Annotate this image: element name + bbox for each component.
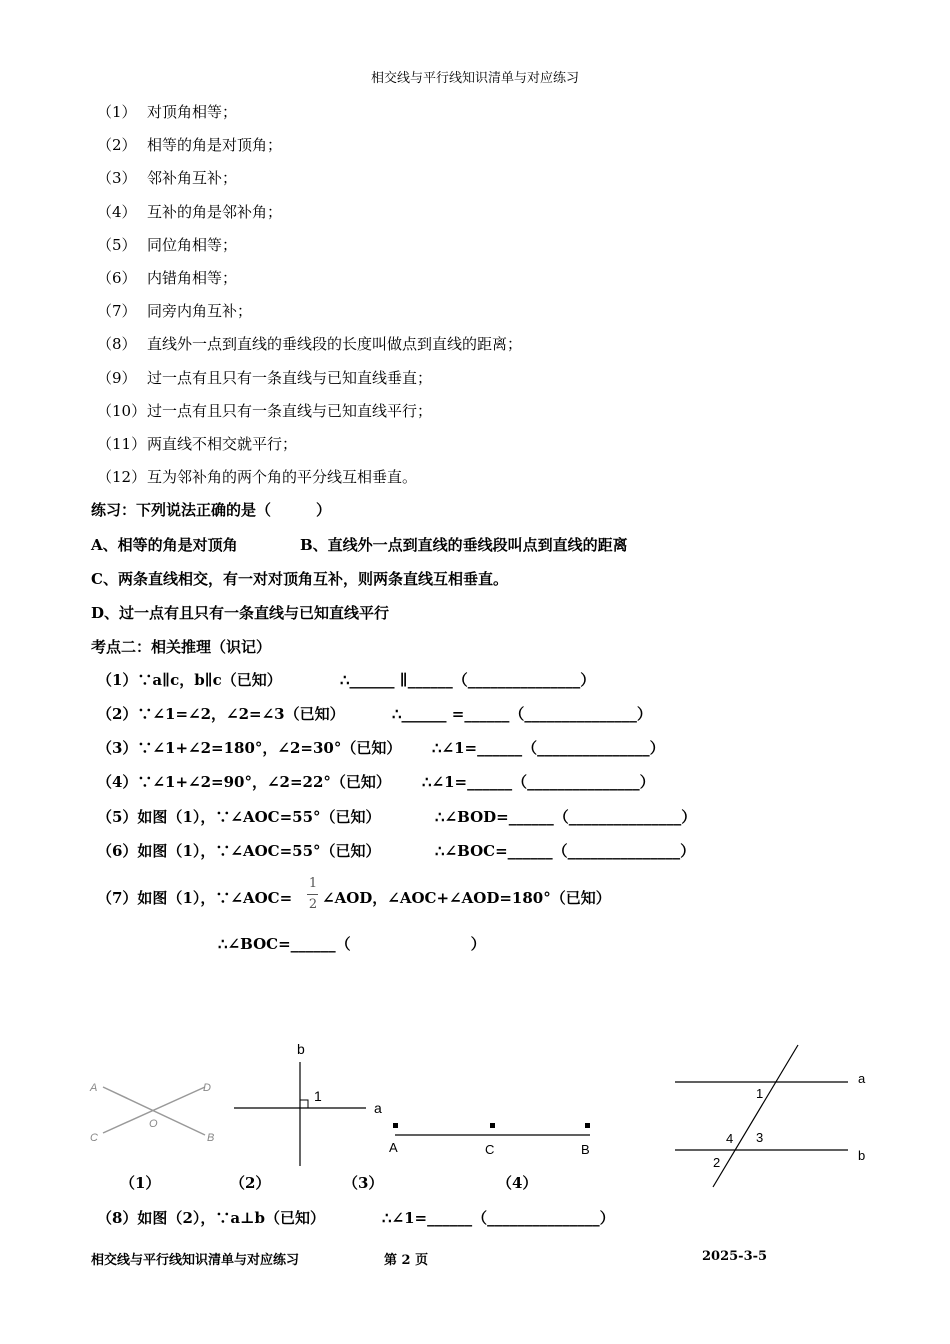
page-header-title: 相交线与平行线知识清单与对应练习 bbox=[370, 71, 579, 86]
reasoning-5-premise: （5）如图（1），∵∠AOC=55°（已知） bbox=[97, 808, 381, 826]
right-angle-mark bbox=[300, 1100, 308, 1108]
reasoning-5-conclusion: ∴∠BOD=______（_______________） bbox=[435, 808, 697, 826]
reasoning-1-premise: （1）∵a∥c，b∥c（已知） bbox=[97, 671, 282, 689]
statement-number: （3） bbox=[97, 169, 137, 187]
fraction-denominator: 2 bbox=[308, 897, 318, 912]
statement-text: 互为邻补角的两个角的平分线互相垂直。 bbox=[147, 468, 418, 486]
figure-4-caption: （4） bbox=[497, 1174, 538, 1192]
figure-2-caption: （2） bbox=[230, 1174, 271, 1192]
reasoning-6-conclusion: ∴∠BOC=______（_______________） bbox=[435, 842, 696, 860]
statement-text: 内错角相等； bbox=[147, 269, 238, 287]
statement-text: 对顶角相等； bbox=[147, 103, 238, 121]
statement-12 bbox=[97, 466, 417, 487]
statement-text: 同旁内角互补； bbox=[147, 302, 253, 320]
reasoning-2-premise: （2）∵∠1=∠2，∠2=∠3（已知） bbox=[97, 705, 345, 723]
reasoning-7-conclusion: ∴∠BOC=______（ ） bbox=[218, 935, 486, 953]
label-a: a bbox=[858, 1071, 866, 1086]
statement-text: 直线外一点到直线的垂线段的长度叫做点到直线的距离； bbox=[147, 335, 523, 353]
statement-2 bbox=[97, 134, 282, 155]
option-c: C、两条直线相交，有一对对顶角互补，则两条直线互相垂直。 bbox=[91, 570, 508, 588]
statement-number: （6） bbox=[97, 269, 137, 287]
statement-number: （4） bbox=[97, 203, 137, 221]
statement-text: 过一点有且只有一条直线与已知直线垂直； bbox=[147, 369, 433, 387]
figure-2-perpendicular-lines bbox=[230, 1038, 390, 1170]
statement-number: （10） bbox=[97, 402, 147, 420]
label-angle-4: 4 bbox=[726, 1131, 734, 1146]
statement-number: （5） bbox=[97, 236, 137, 254]
statement-7 bbox=[97, 300, 252, 321]
label-a: A bbox=[90, 1082, 98, 1094]
option-b: B、直线外一点到直线的垂线段叫点到直线的距离 bbox=[300, 536, 628, 554]
point-c bbox=[490, 1123, 495, 1128]
transversal bbox=[713, 1045, 798, 1187]
label-b: B bbox=[207, 1132, 215, 1144]
reasoning-8-premise: （8）如图（2），∵a⊥b（已知） bbox=[97, 1209, 325, 1227]
reasoning-1-conclusion: ∴______ ∥______（_______________） bbox=[340, 671, 596, 689]
label-d: D bbox=[203, 1082, 211, 1094]
reasoning-3-conclusion: ∴∠1=______（_______________） bbox=[432, 739, 665, 757]
statement-text: 两直线不相交就平行； bbox=[147, 435, 298, 453]
fraction-bar bbox=[307, 894, 318, 895]
statement-text: 邻补角互补； bbox=[147, 169, 238, 187]
statement-text: 互补的角是邻补角； bbox=[147, 203, 283, 221]
statement-number: （1） bbox=[97, 103, 137, 121]
statement-10 bbox=[97, 400, 432, 421]
figure-1-intersecting-lines bbox=[85, 1075, 225, 1150]
statement-6 bbox=[97, 267, 237, 288]
label-c: C bbox=[485, 1142, 495, 1157]
footer-date: 2025-3-5 bbox=[702, 1249, 768, 1264]
label-b: b bbox=[858, 1148, 866, 1163]
label-b: B bbox=[581, 1142, 590, 1157]
reasoning-7-premise-part1: （7）如图（1），∵∠AOC= bbox=[97, 889, 293, 907]
exercise-prompt: 练习：下列说法正确的是（ ） bbox=[91, 501, 332, 519]
point-a bbox=[393, 1123, 398, 1128]
reasoning-4-conclusion: ∴∠1=______（_______________） bbox=[422, 773, 655, 791]
fraction-numerator: 1 bbox=[308, 876, 318, 891]
statement-9 bbox=[97, 367, 432, 388]
figure-4-parallel-transversal bbox=[670, 1040, 880, 1192]
label-angle-2: 2 bbox=[713, 1155, 721, 1170]
reasoning-2-conclusion: ∴______ =______（_______________） bbox=[392, 705, 652, 723]
label-angle-1: 1 bbox=[314, 1088, 322, 1104]
figure-1-caption: （1） bbox=[120, 1174, 161, 1192]
reasoning-6-premise: （6）如图（1），∵∠AOC=55°（已知） bbox=[97, 842, 381, 860]
statement-number: （12） bbox=[97, 468, 147, 486]
option-d: D、过一点有且只有一条直线与已知直线平行 bbox=[91, 604, 390, 622]
statement-text: 相等的角是对顶角； bbox=[147, 136, 283, 154]
footer-title: 相交线与平行线知识清单与对应练习 bbox=[91, 1253, 300, 1268]
statement-5 bbox=[97, 234, 237, 255]
statement-number: （9） bbox=[97, 369, 137, 387]
statement-number: （7） bbox=[97, 302, 137, 320]
reasoning-7-premise-part2: ∠AOD，∠AOC+∠AOD=180°（已知） bbox=[322, 889, 611, 907]
point-b bbox=[585, 1123, 590, 1128]
statement-1 bbox=[97, 101, 237, 122]
statement-4 bbox=[97, 201, 282, 222]
statement-text: 同位角相等； bbox=[147, 236, 238, 254]
label-c: C bbox=[90, 1132, 98, 1144]
reasoning-8-conclusion: ∴∠1=______（_______________） bbox=[382, 1209, 615, 1227]
label-angle-1: 1 bbox=[756, 1086, 764, 1101]
figure-3-segment bbox=[385, 1118, 600, 1160]
reasoning-4-premise: （4）∵∠1+∠2=90°，∠2=22°（已知） bbox=[97, 773, 391, 791]
statement-number: （2） bbox=[97, 136, 137, 154]
statement-8 bbox=[97, 333, 522, 354]
label-b: b bbox=[297, 1041, 305, 1057]
label-a: a bbox=[374, 1100, 382, 1116]
statement-number: （8） bbox=[97, 335, 137, 353]
label-a: A bbox=[389, 1140, 398, 1155]
statement-3 bbox=[97, 167, 237, 188]
statement-11 bbox=[97, 433, 297, 454]
statement-number: （11） bbox=[97, 435, 147, 453]
option-a: A、相等的角是对顶角 bbox=[91, 536, 238, 554]
figure-3-caption: （3） bbox=[343, 1174, 384, 1192]
statement-text: 过一点有且只有一条直线与已知直线平行； bbox=[147, 402, 433, 420]
section-title: 考点二：相关推理（识记） bbox=[91, 638, 272, 656]
label-o: O bbox=[149, 1118, 158, 1130]
reasoning-3-premise: （3）∵∠1+∠2=180°，∠2=30°（已知） bbox=[97, 739, 402, 757]
label-angle-3: 3 bbox=[756, 1130, 764, 1145]
footer-page-number: 第 2 页 bbox=[384, 1253, 429, 1268]
